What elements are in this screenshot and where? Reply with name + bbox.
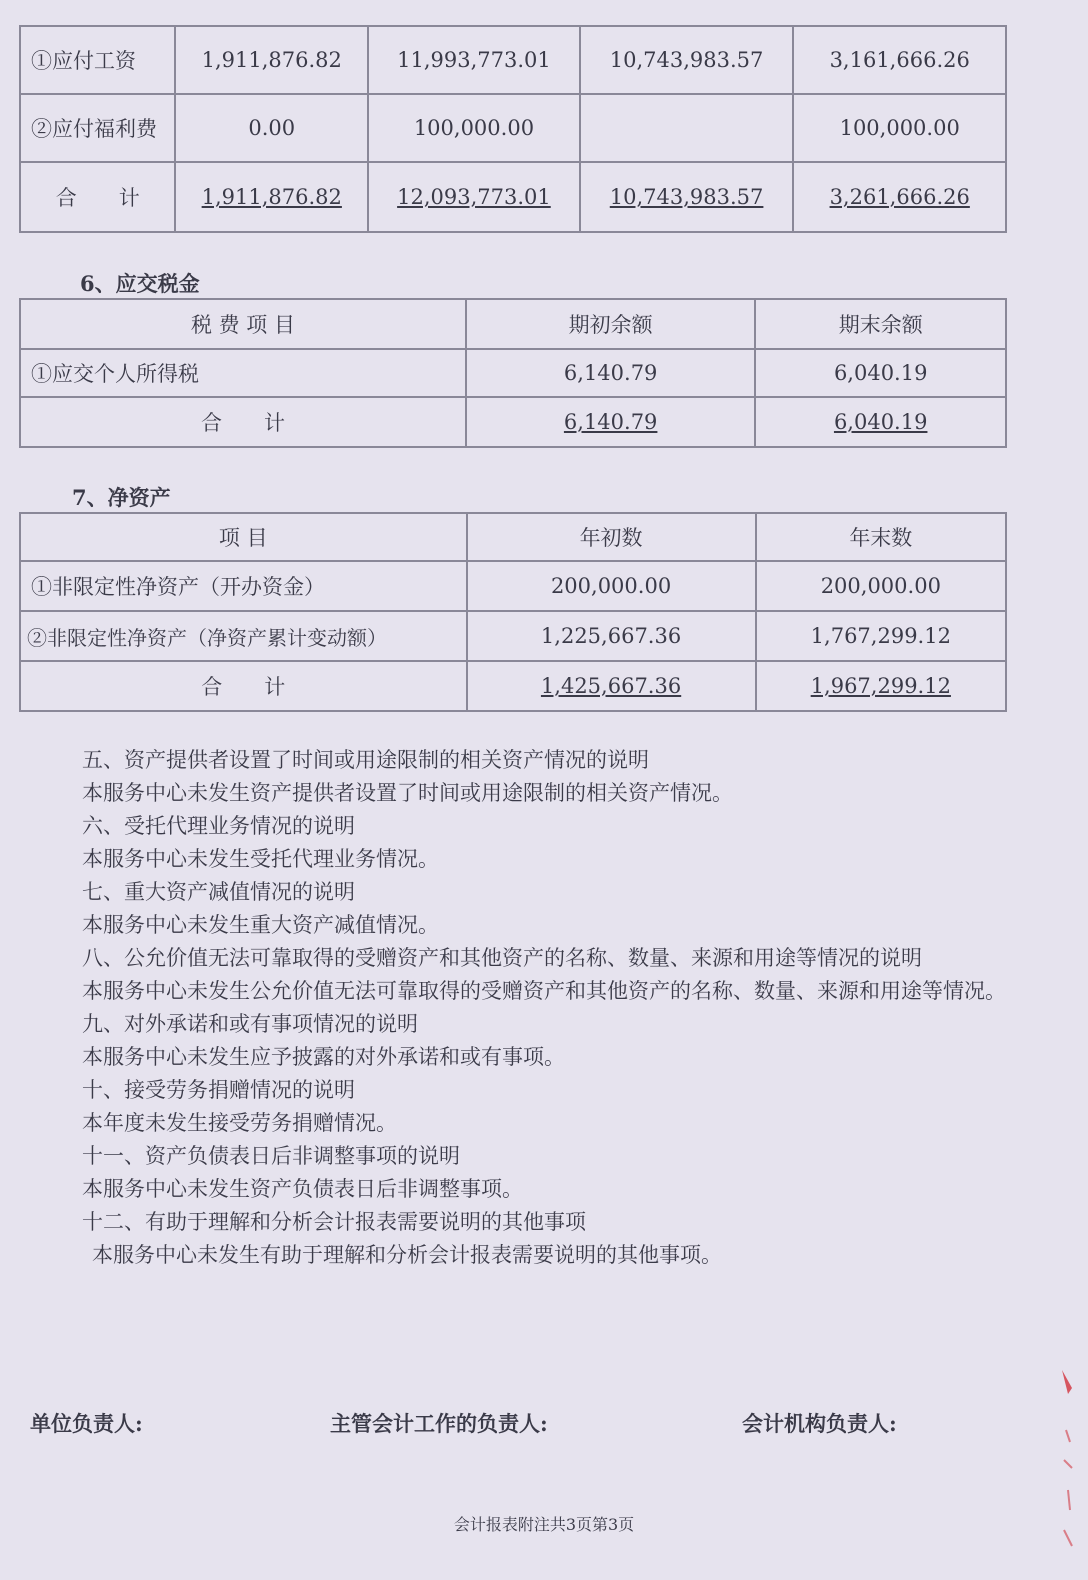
section-title-net-assets: 7、净资产 bbox=[72, 485, 171, 510]
note-body: 本服务中心未发生公允价值无法可靠取得的受赠资产和其他资产的名称、数量、来源和用途等情况。 bbox=[82, 979, 1006, 1003]
column-header: 项 目 bbox=[20, 513, 467, 561]
cell-value: 3,161,666.26 bbox=[793, 26, 1006, 94]
column-header: 年初数 bbox=[467, 513, 756, 561]
note-heading: 十、接受劳务捐赠情况的说明 bbox=[82, 1078, 355, 1102]
row-label: 合 计 bbox=[20, 162, 175, 232]
cell-value: 6,040.19 bbox=[755, 397, 1006, 447]
page-footer: 会计报表附注共3页第3页 bbox=[453, 1515, 635, 1534]
note-heading: 十二、有助于理解和分析会计报表需要说明的其他事项 bbox=[82, 1210, 586, 1234]
table-row bbox=[20, 611, 1006, 661]
cell-value: 1,967,299.12 bbox=[756, 661, 1006, 711]
tax-table bbox=[19, 298, 1007, 448]
cell-value: 100,000.00 bbox=[368, 94, 580, 162]
note-body: 本服务中心未发生有助于理解和分析会计报表需要说明的其他事项。 bbox=[92, 1243, 722, 1267]
table-row bbox=[20, 349, 1006, 397]
cell-value: 10,743,983.57 bbox=[580, 26, 794, 94]
cell-value bbox=[580, 94, 794, 162]
cell-value: 3,261,666.26 bbox=[793, 162, 1006, 232]
note-heading: 九、对外承诺和或有事项情况的说明 bbox=[82, 1012, 418, 1036]
stamp-edge-icon bbox=[1058, 1360, 1080, 1560]
cell-value: 100,000.00 bbox=[793, 94, 1006, 162]
cell-value: 1,425,667.36 bbox=[467, 661, 756, 711]
cell-value: 1,911,876.82 bbox=[175, 26, 368, 94]
cell-value: 1,225,667.36 bbox=[467, 611, 756, 661]
cell-value: 1,767,299.12 bbox=[756, 611, 1006, 661]
cell-value: 6,140.79 bbox=[466, 397, 755, 447]
row-label: 合 计 bbox=[20, 397, 466, 447]
table-row bbox=[20, 94, 1006, 162]
cell-value: 6,140.79 bbox=[466, 349, 755, 397]
table-row-total bbox=[20, 162, 1006, 232]
cell-value: 200,000.00 bbox=[467, 561, 756, 611]
unit-head-signature: 单位负责人: bbox=[30, 1411, 143, 1436]
cell-value: 6,040.19 bbox=[755, 349, 1006, 397]
table-row bbox=[20, 561, 1006, 611]
table-header-row bbox=[20, 299, 1006, 349]
note-body: 本年度未发生接受劳务捐赠情况。 bbox=[82, 1111, 397, 1135]
table-header-row bbox=[20, 513, 1006, 561]
column-header: 期末余额 bbox=[755, 299, 1006, 349]
row-label: ②应付福利费 bbox=[20, 94, 175, 162]
notes-block bbox=[30, 744, 1040, 1272]
note-body: 本服务中心未发生应予披露的对外承诺和或有事项。 bbox=[82, 1045, 565, 1069]
note-heading: 十一、资产负债表日后非调整事项的说明 bbox=[82, 1144, 460, 1168]
column-header: 期初余额 bbox=[466, 299, 755, 349]
column-header: 年末数 bbox=[756, 513, 1006, 561]
note-heading: 八、公允价值无法可靠取得的受赠资产和其他资产的名称、数量、来源和用途等情况的说明 bbox=[82, 946, 922, 970]
cell-value: 11,993,773.01 bbox=[368, 26, 580, 94]
row-label: ①非限定性净资产（开办资金） bbox=[20, 561, 467, 611]
row-label: ①应付工资 bbox=[20, 26, 175, 94]
cell-value: 1,911,876.82 bbox=[175, 162, 368, 232]
cell-value: 12,093,773.01 bbox=[368, 162, 580, 232]
note-heading: 七、重大资产减值情况的说明 bbox=[82, 880, 355, 904]
net-assets-table bbox=[19, 512, 1007, 712]
row-label: ①应交个人所得税 bbox=[20, 349, 466, 397]
table-row-total bbox=[20, 661, 1006, 711]
salary-table bbox=[19, 25, 1007, 233]
row-label: 合 计 bbox=[20, 661, 467, 711]
cell-value: 200,000.00 bbox=[756, 561, 1006, 611]
section-title-taxes: 6、应交税金 bbox=[80, 271, 200, 296]
note-body: 本服务中心未发生资产提供者设置了时间或用途限制的相关资产情况。 bbox=[82, 781, 733, 805]
row-label: ②非限定性净资产（净资产累计变动额） bbox=[20, 611, 467, 661]
cell-value: 0.00 bbox=[175, 94, 368, 162]
note-body: 本服务中心未发生重大资产减值情况。 bbox=[82, 913, 439, 937]
table-row-total bbox=[20, 397, 1006, 447]
accounting-head-signature: 主管会计工作的负责人: bbox=[330, 1411, 548, 1436]
note-heading: 六、受托代理业务情况的说明 bbox=[82, 814, 355, 838]
cell-value: 10,743,983.57 bbox=[580, 162, 794, 232]
table-row bbox=[20, 26, 1006, 94]
agency-head-signature: 会计机构负责人: bbox=[742, 1411, 897, 1436]
note-body: 本服务中心未发生受托代理业务情况。 bbox=[82, 847, 439, 871]
note-heading: 五、资产提供者设置了时间或用途限制的相关资产情况的说明 bbox=[82, 748, 649, 772]
column-header: 税 费 项 目 bbox=[20, 299, 466, 349]
note-body: 本服务中心未发生资产负债表日后非调整事项。 bbox=[82, 1177, 523, 1201]
